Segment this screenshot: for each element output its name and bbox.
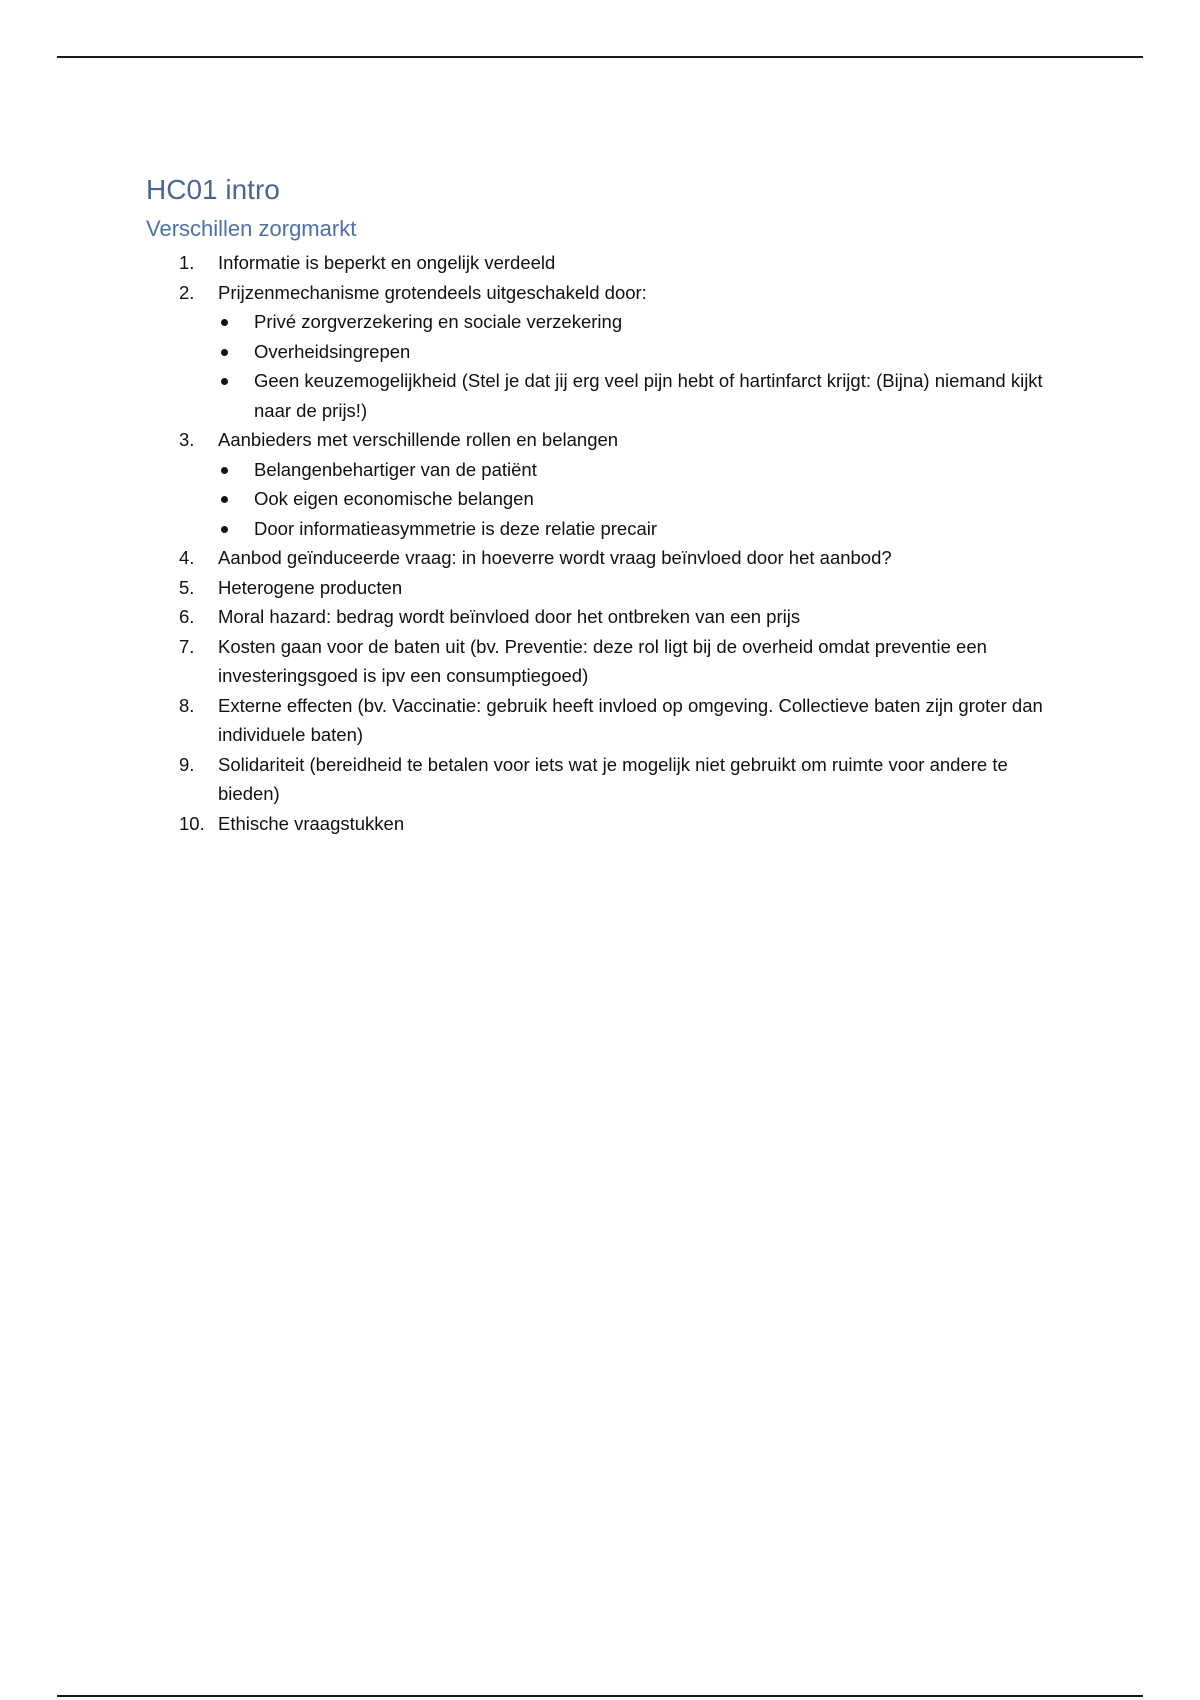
list-item-text: Aanbod geïnduceerde vraag: in hoeverre wordt vraag beïnvloed door het aanbod?: [218, 547, 892, 568]
list-item: [146, 750, 1046, 809]
bullet-item: [218, 307, 1046, 337]
bullet-icon: [221, 319, 228, 326]
bullet-list: [218, 307, 1046, 425]
list-item-text: Solidariteit (bereidheid te betalen voor iets wat je mogelijk niet gebruikt om ruimte voor andere te bieden): [218, 753, 1008, 804]
list-item-number: 4.: [179, 547, 195, 568]
list-item: [146, 278, 1046, 426]
bullet-icon: [221, 526, 228, 533]
list-item: [146, 543, 1046, 573]
bullet-icon: [221, 467, 228, 474]
list-item-text: Moral hazard: bedrag wordt beïnvloed door het ontbreken van een prijs: [218, 606, 801, 627]
list-item-text: Ethische vraagstukken: [218, 812, 405, 834]
bullet-item-text: Overheidsingrepen: [254, 340, 411, 362]
heading-title: HC01 intro: [146, 174, 280, 205]
bullet-icon: [221, 496, 228, 503]
document-body: [146, 170, 1046, 838]
bullet-list: [218, 455, 1046, 544]
list-item-number: 8.: [179, 694, 195, 716]
subheading-title: Verschillen zorgmarkt: [146, 216, 357, 241]
list-item: [146, 602, 1046, 632]
bullet-item: [218, 366, 1046, 425]
bullet-item: [218, 455, 1046, 485]
list-item-number: 6.: [179, 606, 195, 627]
numbered-list: [146, 248, 1046, 838]
bullet-item: [218, 484, 1046, 514]
list-item-text: Prijzenmechanisme grotendeels uitgeschakeld door:: [218, 281, 647, 303]
list-item: [146, 425, 1046, 543]
list-item-number: 5.: [179, 576, 195, 598]
list-item: [146, 809, 1046, 839]
list-item: [146, 691, 1046, 750]
bullet-icon: [221, 349, 228, 356]
list-item-number: 9.: [179, 753, 195, 775]
list-item: [146, 632, 1046, 691]
bullet-icon: [221, 378, 228, 385]
list-item-text: Heterogene producten: [218, 576, 403, 598]
bullet-item: [218, 337, 1046, 367]
list-item-number: 2.: [179, 281, 195, 303]
list-item: [146, 248, 1046, 278]
header-rule: [57, 56, 1143, 58]
bullet-item: [218, 514, 1046, 544]
list-item-text: Informatie is beperkt en ongelijk verdeeld: [218, 252, 556, 273]
bullet-item-text: Ook eigen economische belangen: [254, 488, 534, 509]
list-item-text: Externe effecten (bv. Vaccinatie: gebruik heeft invloed op omgeving. Collectieve baten zijn groter dan individuele baten): [218, 694, 1043, 745]
list-item-text: Kosten gaan voor de baten uit (bv. Preventie: deze rol ligt bij de overheid omdat preventie een investeringsgoed is ipv een consumptiegoed): [218, 635, 987, 686]
footer-rule: [57, 1695, 1143, 1697]
bullet-item-text: Door informatieasymmetrie is deze relatie precair: [254, 517, 658, 539]
list-item-number: 3.: [179, 429, 195, 450]
list-item-number: 10.: [179, 812, 205, 834]
list-item: [146, 573, 1046, 603]
bullet-item-text: Geen keuzemogelijkheid (Stel je dat jij erg veel pijn hebt of hartinfarct krijgt: (Bijna) niemand kijkt naar de prijs!): [254, 370, 1043, 421]
list-item-number: 7.: [179, 635, 195, 657]
bullet-item-text: Belangenbehartiger van de patiënt: [254, 458, 537, 480]
list-item-text: Aanbieders met verschillende rollen en belangen: [218, 429, 619, 450]
list-item-number: 1.: [179, 252, 195, 273]
bullet-item-text: Privé zorgverzekering en sociale verzekering: [254, 311, 623, 332]
